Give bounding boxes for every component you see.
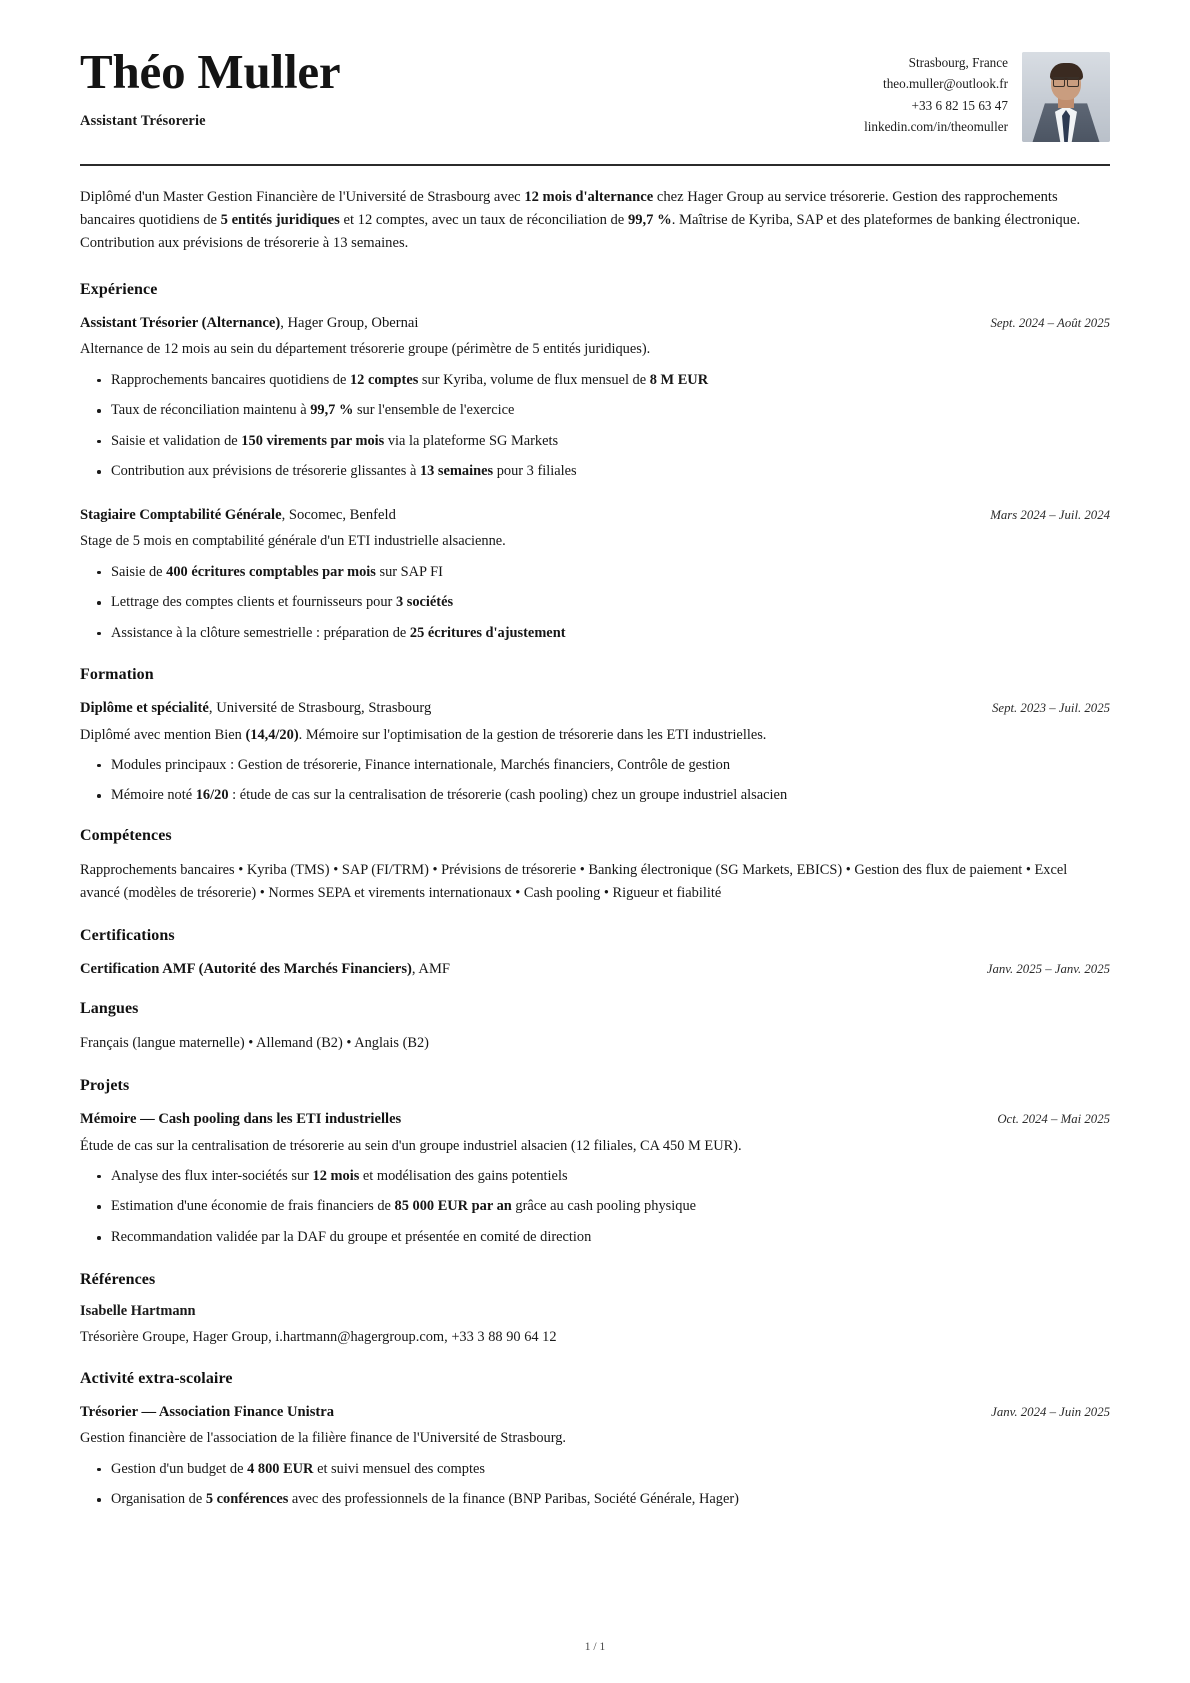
entry-title-line bbox=[80, 1402, 334, 1423]
list-item: Saisie et validation de 150 virements par mois via la plateforme SG Markets bbox=[111, 431, 1110, 453]
entry-description: Gestion financière de l'association de la filière finance de l'Université de Strasbourg. bbox=[80, 1430, 567, 1447]
entry-title-line bbox=[80, 505, 396, 526]
entry-bullet-list bbox=[80, 1166, 1110, 1249]
entry-role: Trésorier — Association Finance Unistra bbox=[80, 1404, 335, 1421]
entry-role: Stagiaire Comptabilité Générale bbox=[80, 507, 282, 524]
contact-location: Strasbourg, France bbox=[908, 55, 1008, 70]
list-item: Gestion d'un budget de 4 800 EUR et suivi mensuel des comptes bbox=[111, 1459, 1110, 1481]
section-heading-formation: Formation bbox=[80, 666, 154, 684]
entry-bullet-list bbox=[80, 562, 1110, 645]
cv-header bbox=[80, 38, 1110, 142]
header-contact-block bbox=[864, 44, 1110, 142]
entry-org: , Université de Strasbourg, Strasbourg bbox=[208, 700, 432, 717]
entry-date: Janv. 2024 – Juin 2025 bbox=[991, 1405, 1110, 1420]
section-heading-projets: Projets bbox=[80, 1077, 130, 1095]
section-heading-langues: Langues bbox=[80, 1000, 139, 1018]
header-identity bbox=[80, 44, 340, 130]
project-entry bbox=[80, 1109, 1110, 1248]
contact-linkedin[interactable]: linkedin.com/in/theomuller bbox=[864, 119, 1008, 135]
section-certifications bbox=[80, 927, 1110, 980]
entry-date: Sept. 2023 – Juil. 2025 bbox=[991, 701, 1110, 716]
entry-title-line bbox=[80, 313, 418, 334]
entry-title-line bbox=[80, 1109, 401, 1130]
entry-description: Alternance de 12 mois au sein du département trésorerie groupe (périmètre de 5 entités juridiques). bbox=[80, 341, 651, 358]
section-experience bbox=[80, 281, 1110, 644]
section-projets bbox=[80, 1077, 1110, 1248]
section-heading-competences: Compétences bbox=[80, 827, 172, 845]
page-number: 1 / 1 bbox=[584, 1641, 606, 1653]
section-heading-certifications: Certifications bbox=[80, 927, 175, 945]
avatar bbox=[1022, 52, 1110, 142]
section-formation bbox=[80, 666, 1110, 807]
entry-role: Assistant Trésorier (Alternance) bbox=[80, 315, 281, 332]
section-competences bbox=[80, 827, 1110, 905]
project-name: Mémoire — Cash pooling dans les ETI industrielles bbox=[80, 1111, 402, 1128]
contact-details bbox=[864, 52, 1008, 138]
entry-description: Stage de 5 mois en comptabilité générale d'un ETI industrielle alsacienne. bbox=[80, 533, 506, 550]
list-item: Estimation d'une économie de frais financiers de 85 000 EUR par an grâce au cash pooling physique bbox=[111, 1196, 1110, 1218]
list-item: Rapprochements bancaires quotidiens de 12 comptes sur Kyriba, volume de flux mensuel de 8 M EUR bbox=[111, 370, 1110, 392]
page-title: Théo Muller bbox=[80, 44, 341, 99]
entry-date: Sept. 2024 – Août 2025 bbox=[990, 316, 1110, 331]
section-heading-references: Références bbox=[80, 1270, 156, 1288]
list-item: Mémoire noté 16/20 : étude de cas sur la centralisation de trésorerie (cash pooling) chez un groupe industriel alsacien bbox=[111, 785, 1110, 807]
contact-email[interactable]: theo.muller@outlook.fr bbox=[883, 76, 1008, 92]
entry-org: , AMF bbox=[411, 961, 451, 978]
skills-list: Rapprochements bancaires • Kyriba (TMS) • SAP (FI/TRM) • Prévisions de trésorerie • Banking électronique (SG Markets, EBICS) • Gestion des flux de paiement • Excel avancé (modèles de trésorerie) • Normes SEPA et virements internationaux • Cash pooling • Rigueur et fiabilité bbox=[80, 862, 1068, 902]
section-extracurricular bbox=[80, 1370, 1110, 1511]
entry-bullet-list bbox=[80, 1459, 1110, 1511]
entry-bullet-list bbox=[80, 755, 1110, 807]
entry-org: , Hager Group, Obernai bbox=[280, 315, 419, 332]
experience-entry bbox=[80, 505, 1110, 644]
entry-date: Oct. 2024 – Mai 2025 bbox=[997, 1112, 1110, 1127]
list-item: Recommandation validée par la DAF du groupe et présentée en comité de direction bbox=[111, 1227, 1110, 1249]
section-heading-extracurricular: Activité extra-scolaire bbox=[80, 1370, 233, 1388]
section-heading-experience: Expérience bbox=[80, 281, 158, 299]
professional-summary: Diplômé d'un Master Gestion Financière de l'Université de Strasbourg avec 12 mois d'alternance chez Hager Group au service trésorerie. Gestion des rapprochements bancaires quotidiens de 5 entités juridiques et 12 comptes, avec un taux de réconciliation de 99,7 %. Maîtrise de Kyriba, SAP et des plateformes de banking électronique. Contribution aux prévisions de trésorerie à 13 semaines. bbox=[80, 189, 1081, 252]
contact-phone[interactable]: +33 6 82 15 63 47 bbox=[911, 97, 1008, 113]
entry-degree: Diplôme et spécialité bbox=[80, 700, 209, 717]
experience-entry bbox=[80, 313, 1110, 483]
job-subtitle: Assistant Trésorerie bbox=[80, 113, 206, 130]
entry-title-line bbox=[80, 959, 450, 980]
entry-date: Mars 2024 – Juil. 2024 bbox=[990, 508, 1110, 523]
entry-description: Étude de cas sur la centralisation de trésorerie au sein d'un groupe industriel alsacien (12 filiales, CA 450 M EUR). bbox=[80, 1137, 742, 1154]
list-item: Saisie de 400 écritures comptables par mois sur SAP FI bbox=[111, 562, 1110, 584]
glasses-icon bbox=[1053, 77, 1079, 84]
entry-description: Diplômé avec mention Bien (14,4/20). Mémoire sur l'optimisation de la gestion de trésorerie dans les ETI industrielles. bbox=[80, 726, 767, 743]
entry-bullet-list bbox=[80, 370, 1110, 483]
list-item: Lettrage des comptes clients et fournisseurs pour 3 sociétés bbox=[111, 592, 1110, 614]
reference-name: Isabelle Hartmann bbox=[80, 1302, 196, 1319]
header-divider bbox=[80, 164, 1110, 166]
list-item: Organisation de 5 conférences avec des professionnels de la finance (BNP Paribas, Société Générale, Hager) bbox=[111, 1489, 1110, 1511]
section-langues bbox=[80, 1000, 1110, 1055]
list-item: Contribution aux prévisions de trésorerie glissantes à 13 semaines pour 3 filiales bbox=[111, 461, 1110, 483]
extracurricular-entry bbox=[80, 1402, 1110, 1511]
languages-list: Français (langue maternelle) • Allemand (B2) • Anglais (B2) bbox=[80, 1035, 429, 1052]
formation-entry bbox=[80, 698, 1110, 807]
entry-title-line bbox=[80, 698, 431, 719]
section-references bbox=[80, 1271, 1110, 1348]
reference-detail: Trésorière Groupe, Hager Group, i.hartmann@hagergroup.com, +33 3 88 90 64 12 bbox=[80, 1328, 557, 1345]
entry-org: , Socomec, Benfeld bbox=[281, 507, 396, 524]
list-item: Assistance à la clôture semestrielle : préparation de 25 écritures d'ajustement bbox=[111, 623, 1110, 645]
certification-entry bbox=[80, 959, 1110, 980]
list-item: Modules principaux : Gestion de trésorerie, Finance internationale, Marchés financiers, Contrôle de gestion bbox=[111, 755, 1110, 777]
list-item: Taux de réconciliation maintenu à 99,7 % sur l'ensemble de l'exercice bbox=[111, 400, 1110, 422]
certification-name: Certification AMF (Autorité des Marchés Financiers) bbox=[80, 961, 412, 978]
entry-date: Janv. 2025 – Janv. 2025 bbox=[986, 962, 1110, 977]
list-item: Analyse des flux inter-sociétés sur 12 mois et modélisation des gains potentiels bbox=[111, 1166, 1110, 1188]
